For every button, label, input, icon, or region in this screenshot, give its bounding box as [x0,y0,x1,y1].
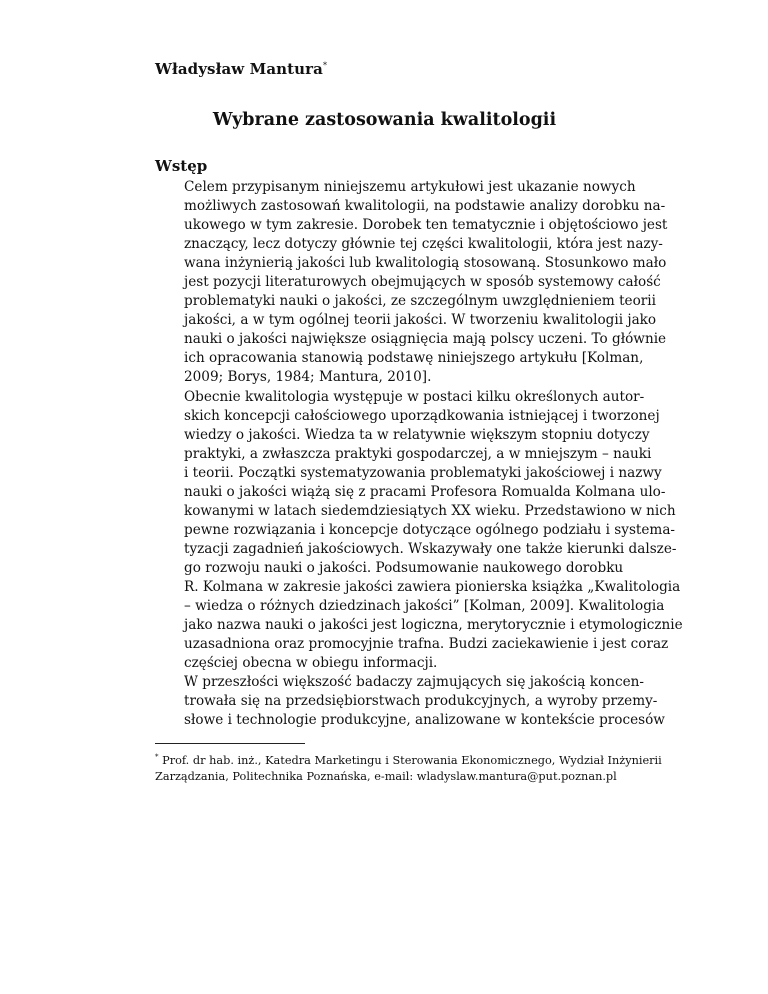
author-name-text: Władysław Mantura [155,60,323,78]
text-line: znaczący, lecz dotyczy głównie tej części kwalitologii, która jest nazy- [184,236,663,253]
text-line: – wiedza o różnych dziedzinach jakości” [Kolman, 2009]. Kwalitologia [184,598,665,615]
text-line: nauki o jakości wiążą się z pracami Profesora Romualda Kolmana ulo- [184,483,666,500]
text-line: wiedzy o jakości. Wiedza ta w relatywnie większym stopniu dotyczy [184,426,650,443]
paper-title: Wybrane zastosowania kwalitologii [212,110,557,130]
author-footnote-mark: * [323,61,328,70]
text-line: ukowego w tym zakresie. Dorobek ten tematycznie i objętościowo jest [184,217,668,234]
author-name [155,60,327,78]
text-line: problematyki nauki o jakości, ze szczególnym uwzględnieniem teorii [184,293,656,310]
text-line: możliwych zastosowań kwalitologii, na podstawie analizy dorobku na- [184,198,666,215]
footnote [155,749,662,785]
text-line: jest pozycji literaturowych obejmujących w sposób systemowy całość [184,274,661,291]
paragraph [155,388,683,674]
text-line: praktyki, a zwłaszcza praktyki gospodarczej, a w mniejszym – nauki [184,445,652,462]
footnote-line-text: Prof. dr hab. inż., Katedra Marketingu i Sterowania Ekonomicznego, Wydział Inżynierii [162,753,662,767]
footnote-line: Zarządzania, Politechnika Poznańska, e-mail: wladyslaw.mantura@put.poznan.pl [155,769,617,783]
text-line: wana inżynierią jakości lub kwalitologią stosowaną. Stosunkowo mało [184,255,667,272]
text-line: Obecnie kwalitologia występuje w postaci kilku określonych autor- [184,388,645,405]
text-line: Celem przypisanym niniejszemu artykułowi jest ukazanie nowych [184,179,636,195]
text-line: nauki o jakości największe osiągnięcia mają polscy uczeni. To głównie [184,331,667,348]
text-line: R. Kolmana w zakresie jakości zawiera pionierska książka „Kwalitologia [184,578,681,595]
text-line: pewne rozwiązania i koncepcje dotyczące ogólnego podziału i systema- [184,521,676,538]
paragraph [155,673,665,730]
text-line: tyzacji zagadnień jakościowych. Wskazywały one także kierunki dalsze- [184,540,677,557]
text-line: jakości, a w tym ogólnej teorii jakości. W tworzeniu kwalitologii jako [184,312,657,329]
footnote-line [155,749,662,769]
paragraph [155,178,668,388]
body-text [155,178,683,730]
text-line: słowe i technologie produkcyjne, analizowane w kontekście procesów [184,712,665,729]
text-line: W przeszłości większość badaczy zajmujących się jakością koncen- [184,674,644,691]
text-line: uzasadniona oraz promocyjnie trafna. Budzi zaciekawienie i jest coraz [184,636,669,653]
text-line: ich opracowania stanowią podstawę niniejszego artykułu [Kolman, [184,350,644,367]
text-line: i teorii. Początki systematyzowania problematyki jakościowej i nazwy [184,464,662,481]
text-line: jako nazwa nauki o jakości jest logiczna, merytorycznie i etymologicznie [184,617,683,634]
text-line: częściej obecna w obiegu informacji. [184,655,438,672]
text-line: go rozwoju nauki o jakości. Podsumowanie naukowego dorobku [184,559,624,576]
text-line: kowanymi w latach siedemdziesiątych XX wieku. Przedstawiono w nich [184,502,676,519]
section-heading: Wstęp [155,157,208,175]
text-line: 2009; Borys, 1984; Mantura, 2010]. [184,369,432,386]
text-line: trowała się na przedsiębiorstwach produkcyjnych, a wyroby przemy- [184,693,658,710]
footnote-mark: * [155,753,159,761]
text-line: skich koncepcji całościowego uporządkowania istniejącej i tworzonej [184,407,660,424]
footnote-divider [155,743,305,744]
